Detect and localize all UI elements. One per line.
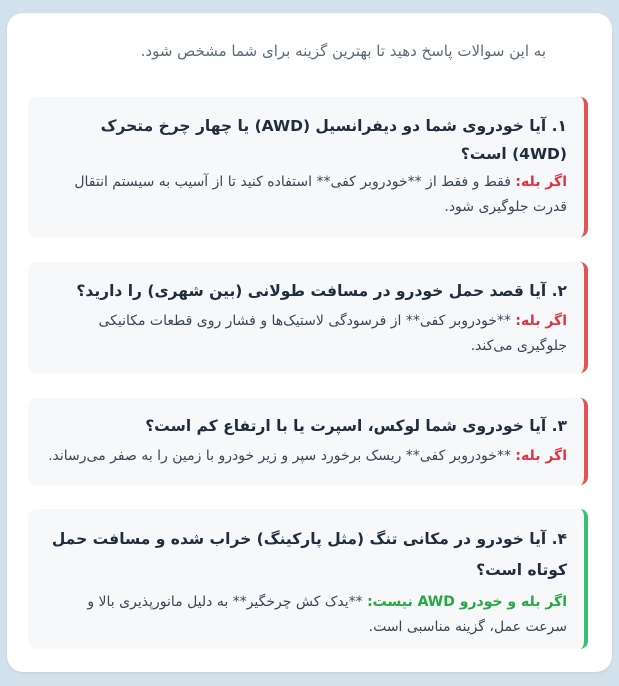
answer-text: **خودروبر کفی** از فرسودگی لاستیک‌ها و فشار روی قطعات مکانیکی جلوگیری می‌کند. (98, 313, 567, 354)
question-answer (46, 590, 567, 640)
question-answer (46, 309, 567, 359)
answer-text: **یدک کش چرخگیر** به دلیل مانورپذیری بالا و سرعت عمل، گزینه مناسبی است. (87, 594, 567, 635)
answer-text: **خودروبر کفی** ریسک برخورد سپر و زیر خودرو با زمین را به صفر می‌رساند. (48, 448, 511, 464)
question-title: ۲. آیا قصد حمل خودرو در مسافت طولانی (بین شهری) را دارید؟ (76, 282, 567, 300)
answer-label: اگر بله: (515, 174, 567, 190)
question-card-3 (28, 398, 588, 485)
question-answer (46, 444, 567, 469)
intro-text: به این سوالات پاسخ دهید تا بهترین گزینه برای شما مشخص شود. (140, 42, 546, 60)
question-answer (46, 170, 567, 220)
answer-label: اگر بله: (515, 448, 567, 464)
question-card-1 (28, 97, 588, 237)
quiz-card (7, 13, 612, 672)
answer-label: اگر بله و خودرو AWD نیست: (367, 594, 567, 610)
answer-label: اگر بله: (515, 313, 567, 329)
question-card-4 (28, 509, 588, 649)
question-card-2 (28, 262, 588, 373)
question-title: ۱. آیا خودروی شما دو دیفرانسیل (AWD) یا چهار چرخ متحرک (4WD) است؟ (100, 117, 567, 163)
question-title: ۴. آیا خودرو در مکانی تنگ (مثل پارکینگ) خراب شده و مسافت حمل کوتاه است؟ (51, 530, 567, 579)
answer-text: فقط و فقط از **خودروبر کفی** استفاده کنید تا از آسیب به سیستم انتقال قدرت جلوگیری شود. (74, 174, 567, 215)
question-title: ۳. آیا خودروی شما لوکس، اسپرت یا با ارتفاع کم است؟ (145, 417, 567, 435)
